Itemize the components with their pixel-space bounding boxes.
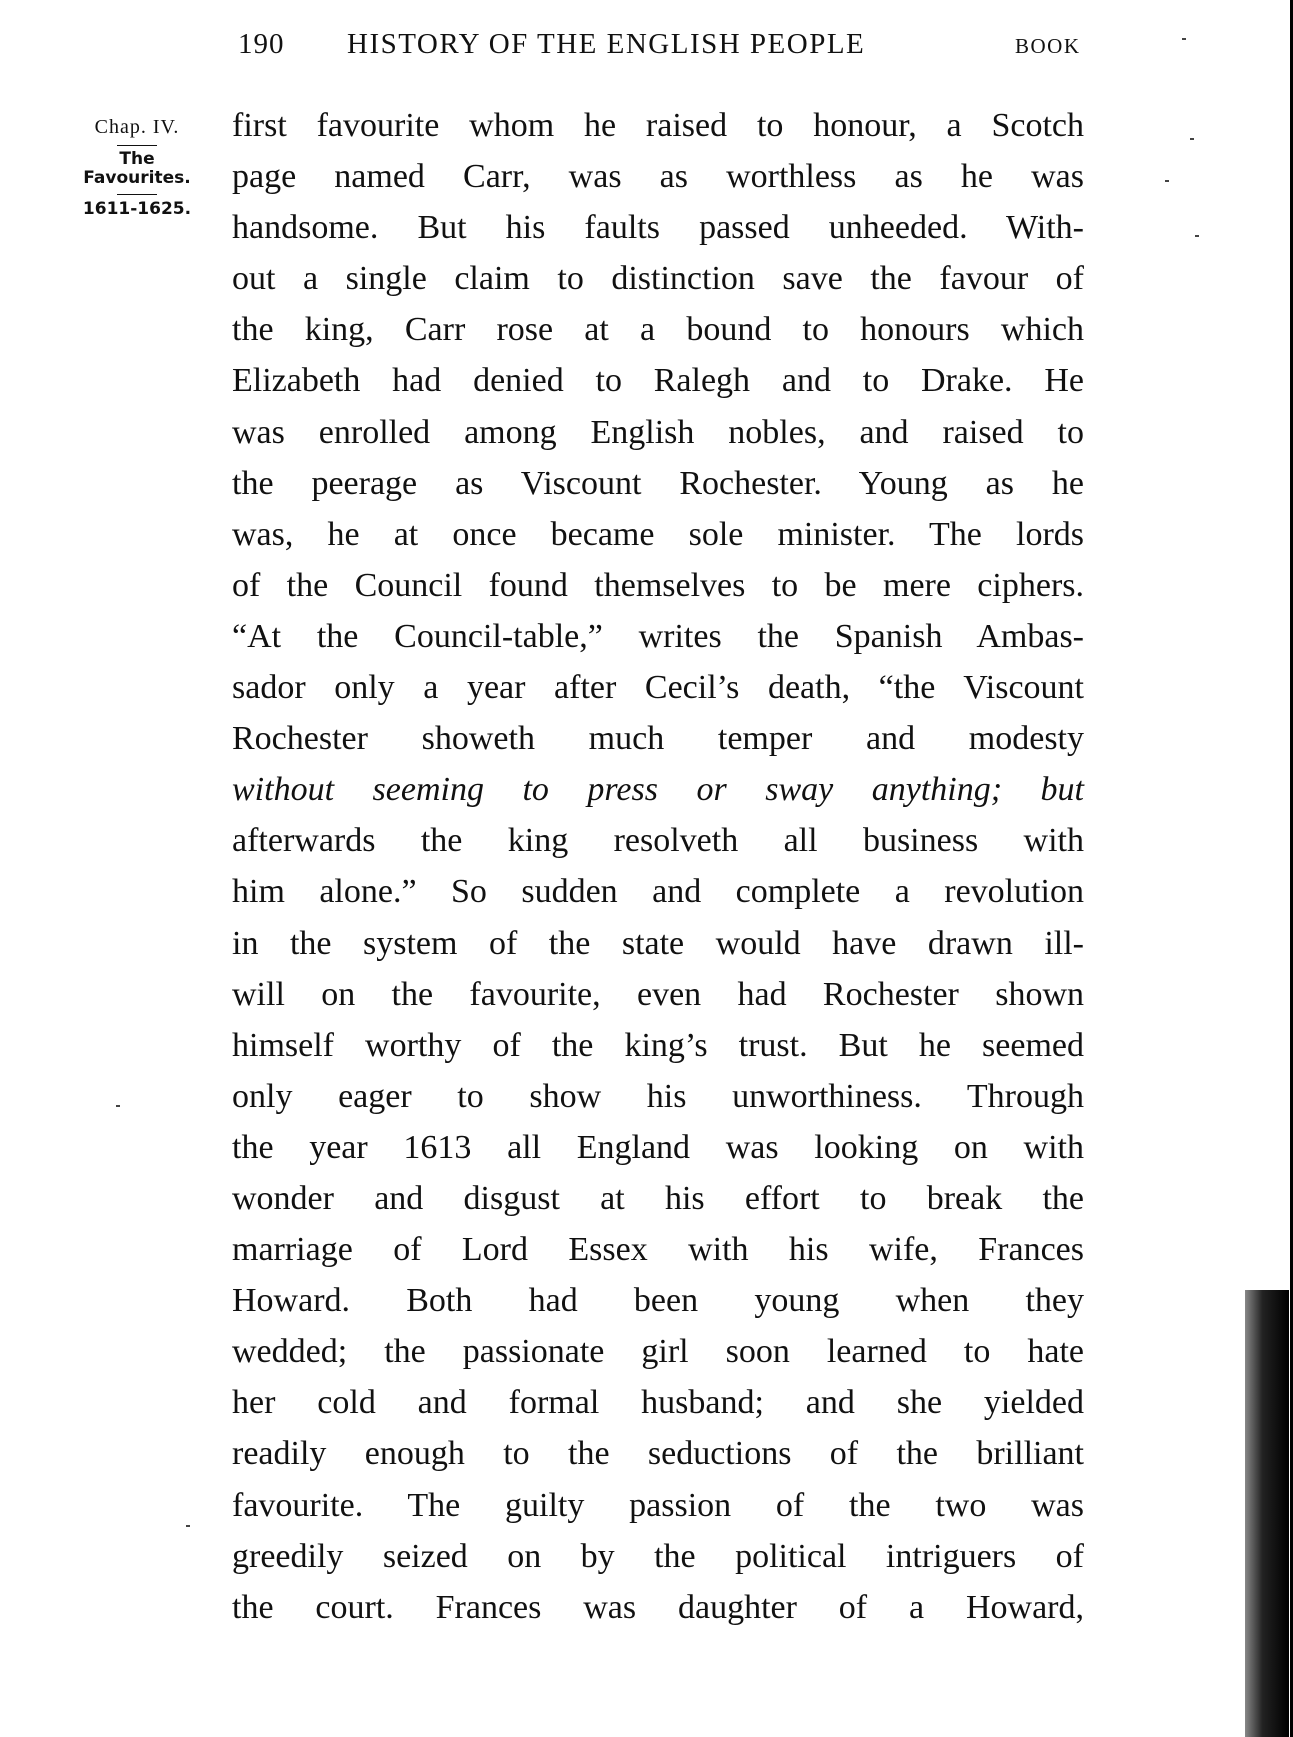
text-line: in the system of the state would have drawn ill- [232, 924, 1084, 962]
subject-note-line2: Favourites. [83, 168, 191, 188]
subject-note-line1: The [119, 149, 155, 169]
text-line: Elizabeth had denied to Ralegh and to Drake. He [232, 362, 1084, 400]
margin-rule [117, 145, 157, 146]
text-line: favourite. The guilty passion of the two was [232, 1486, 1084, 1524]
margin-rule [117, 194, 157, 195]
text-line: marriage of Lord Essex with his wife, Frances [232, 1231, 1084, 1269]
text-line: Rochester showeth much temper and modesty [232, 720, 1084, 758]
binding-shadow [1245, 1290, 1289, 1737]
text-line: first favourite whom he raised to honour, a Scotch [232, 107, 1084, 144]
text-line: handsome. But his faults passed unheeded. With- [232, 209, 1084, 247]
text-line: greedily seized on by the political intriguers of [232, 1537, 1084, 1575]
text-line: readily enough to the seductions of the brilliant [232, 1435, 1084, 1473]
scan-speck [1182, 38, 1186, 40]
text-line: Howard. Both had been young when they [232, 1282, 1084, 1320]
text-line: the year 1613 all England was looking on with [232, 1128, 1084, 1166]
chapter-note: Chap. IV. [94, 116, 180, 138]
dates-note: 1611-1625. [82, 199, 192, 219]
text-line-italic: without seeming to press or sway anything; but [232, 771, 1084, 809]
text-line: him alone.” So sudden and complete a revolution [232, 873, 1084, 911]
running-title: HISTORY OF THE ENGLISH PEOPLE [347, 28, 866, 60]
text-line: was, he at once became sole minister. The lords [232, 515, 1084, 553]
text-line: the court. Frances was daughter of a Howard, [232, 1588, 1084, 1626]
text-line: out a single claim to distinction save the favour of [232, 260, 1084, 298]
book-label: BOOK [1015, 34, 1081, 58]
text-line: her cold and formal husband; and she yielded [232, 1384, 1084, 1422]
text-line: the king, Carr rose at a bound to honours which [232, 311, 1084, 349]
text-line: “At the Council-table,” writes the Spanish Ambas- [232, 617, 1084, 655]
body-text [232, 100, 1084, 1633]
text-line: wonder and disgust at his effort to break the [232, 1179, 1084, 1217]
text-line: will on the favourite, even had Rochester shown [232, 975, 1084, 1013]
text-line: sador only a year after Cecil’s death, “the Viscount [232, 669, 1084, 707]
page-number: 190 [238, 28, 285, 60]
text-line: wedded; the passionate girl soon learned to hate [232, 1333, 1084, 1371]
text-line: of the Council found themselves to be mere ciphers. [232, 566, 1084, 604]
text-line: only eager to show his unworthiness. Through [232, 1077, 1084, 1115]
scan-speck [1195, 235, 1199, 237]
text-line: himself worthy of the king’s trust. But he seemed [232, 1026, 1084, 1064]
scan-speck [186, 1525, 190, 1527]
text-line: the peerage as Viscount Rochester. Young as he [232, 464, 1084, 502]
scan-speck [116, 1105, 120, 1107]
margin-notes [62, 112, 212, 219]
scan-speck [1165, 180, 1169, 182]
text-line: was enrolled among English nobles, and raised to [232, 413, 1084, 451]
text-line: page named Carr, was as worthless as he was [232, 158, 1084, 196]
page-header [0, 28, 1293, 68]
scan-speck [1190, 138, 1194, 140]
text-line: afterwards the king resolveth all business with [232, 822, 1084, 860]
